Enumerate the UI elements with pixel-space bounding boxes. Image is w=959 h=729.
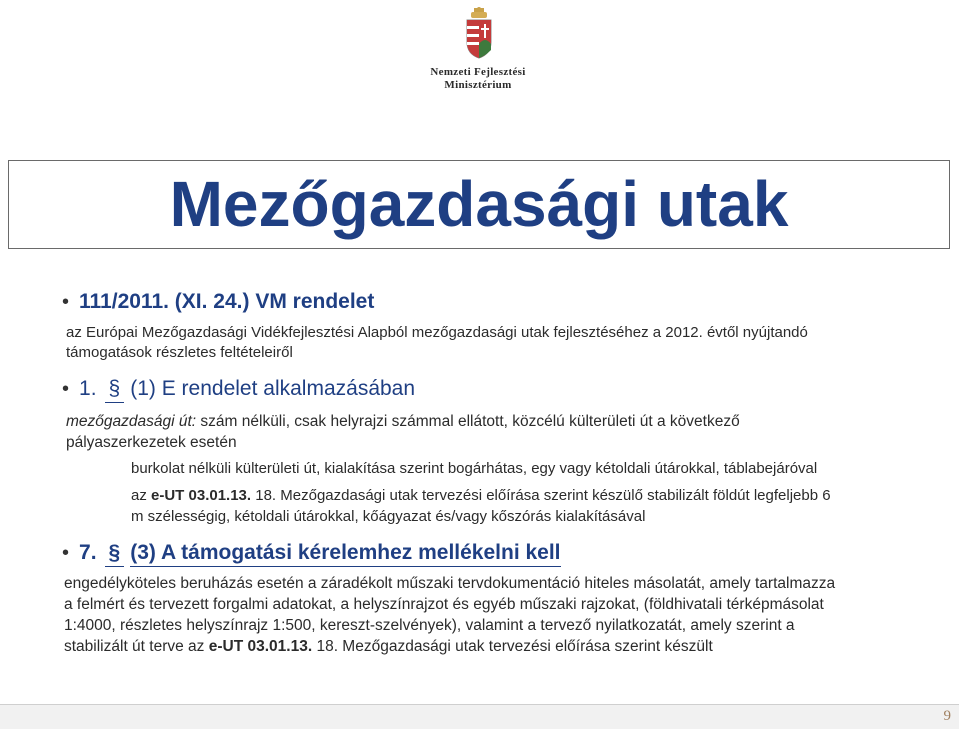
sub-item-1: burkolat nélküli külterületi út, kialakítása szerint bogárhátas, egy vagy kétoldali útárokkal, táblabejáróval [131, 460, 818, 477]
regulation-text-line2: támogatások részletes feltételeiről [66, 344, 293, 361]
sub-item-2-line1 [131, 486, 831, 506]
definition-line1 [66, 412, 740, 432]
definition-line2: pályaszerkezetek esetén [66, 434, 237, 451]
section-heading: (1) E rendelet alkalmazásában [130, 377, 416, 400]
bullet-regulation [62, 290, 374, 314]
bullet-dot: • [62, 377, 70, 400]
standard-code: e-UT 03.01.13. [208, 638, 313, 655]
bullet-dot: • [62, 290, 70, 313]
slide-title: Mezőgazdasági utak [169, 168, 789, 240]
sub-item-2-prefix: az [131, 487, 152, 504]
title-box [8, 160, 950, 249]
definition-text: szám nélküli, csak helyrajzi számmal ellátott, közcélú külterületi út a következő [196, 413, 740, 430]
requirement-line4-prefix: stabilizált út terve az [64, 638, 209, 655]
section-number: 1. [79, 377, 97, 400]
requirement-line3: 1:4000, részletes helyszínrajz 1:500, kereszt-szelvények), valamint a tervező nyilatkozatát, amely szerint a [64, 617, 795, 634]
requirement-line2: a felmért és tervezett forgalmi adatokat, a helyszínrajzot és egyéb műszaki rajzokat, (földhivatali térképmásolat [64, 596, 824, 613]
requirement-line4 [64, 637, 713, 657]
section-number: 7. [79, 541, 97, 564]
bullet-section-1 [62, 377, 415, 401]
page-number: 9 [943, 708, 951, 724]
section-symbol: § [105, 377, 125, 401]
standard-code: e-UT 03.01.13. [151, 487, 252, 504]
ministry-logo [398, 6, 558, 96]
requirement-line4-text: 18. Mezőgazdasági utak tervezési előírása szerint készült [312, 638, 713, 655]
requirement-line1: engedélyköteles beruházás esetén a záradékolt műszaki tervdokumentáció hiteles másolatát, amely tartalmazza [64, 575, 836, 592]
section-heading: (3) A támogatási kérelemhez mellékelni kell [130, 541, 561, 564]
footer-bar [0, 704, 959, 729]
ministry-name-line1: Nemzeti Fejlesztési [430, 66, 526, 78]
regulation-heading: 111/2011. (XI. 24.) VM rendelet [79, 290, 375, 313]
bullet-section-7 [62, 541, 561, 565]
coat-of-arms-icon [462, 6, 496, 60]
ministry-name-line2: Minisztérium [444, 79, 512, 91]
definition-term: mezőgazdasági út: [66, 413, 197, 430]
section-symbol: § [105, 541, 125, 565]
sub-item-2-line2: m szélességig, kétoldali útárokkal, kőágyazat és/vagy kőszórás kialakításával [131, 508, 646, 525]
ministry-name [398, 66, 558, 92]
sub-item-2-text: 18. Mezőgazdasági utak tervezési előírása szerint készülő stabilizált földút legfeljebb 6 [251, 487, 831, 504]
regulation-text-line1: az Európai Mezőgazdasági Vidékfejlesztési Alapból mezőgazdasági utak fejlesztéséhez a 2012. évtől nyújtandó [66, 324, 808, 341]
bullet-dot: • [62, 541, 70, 564]
